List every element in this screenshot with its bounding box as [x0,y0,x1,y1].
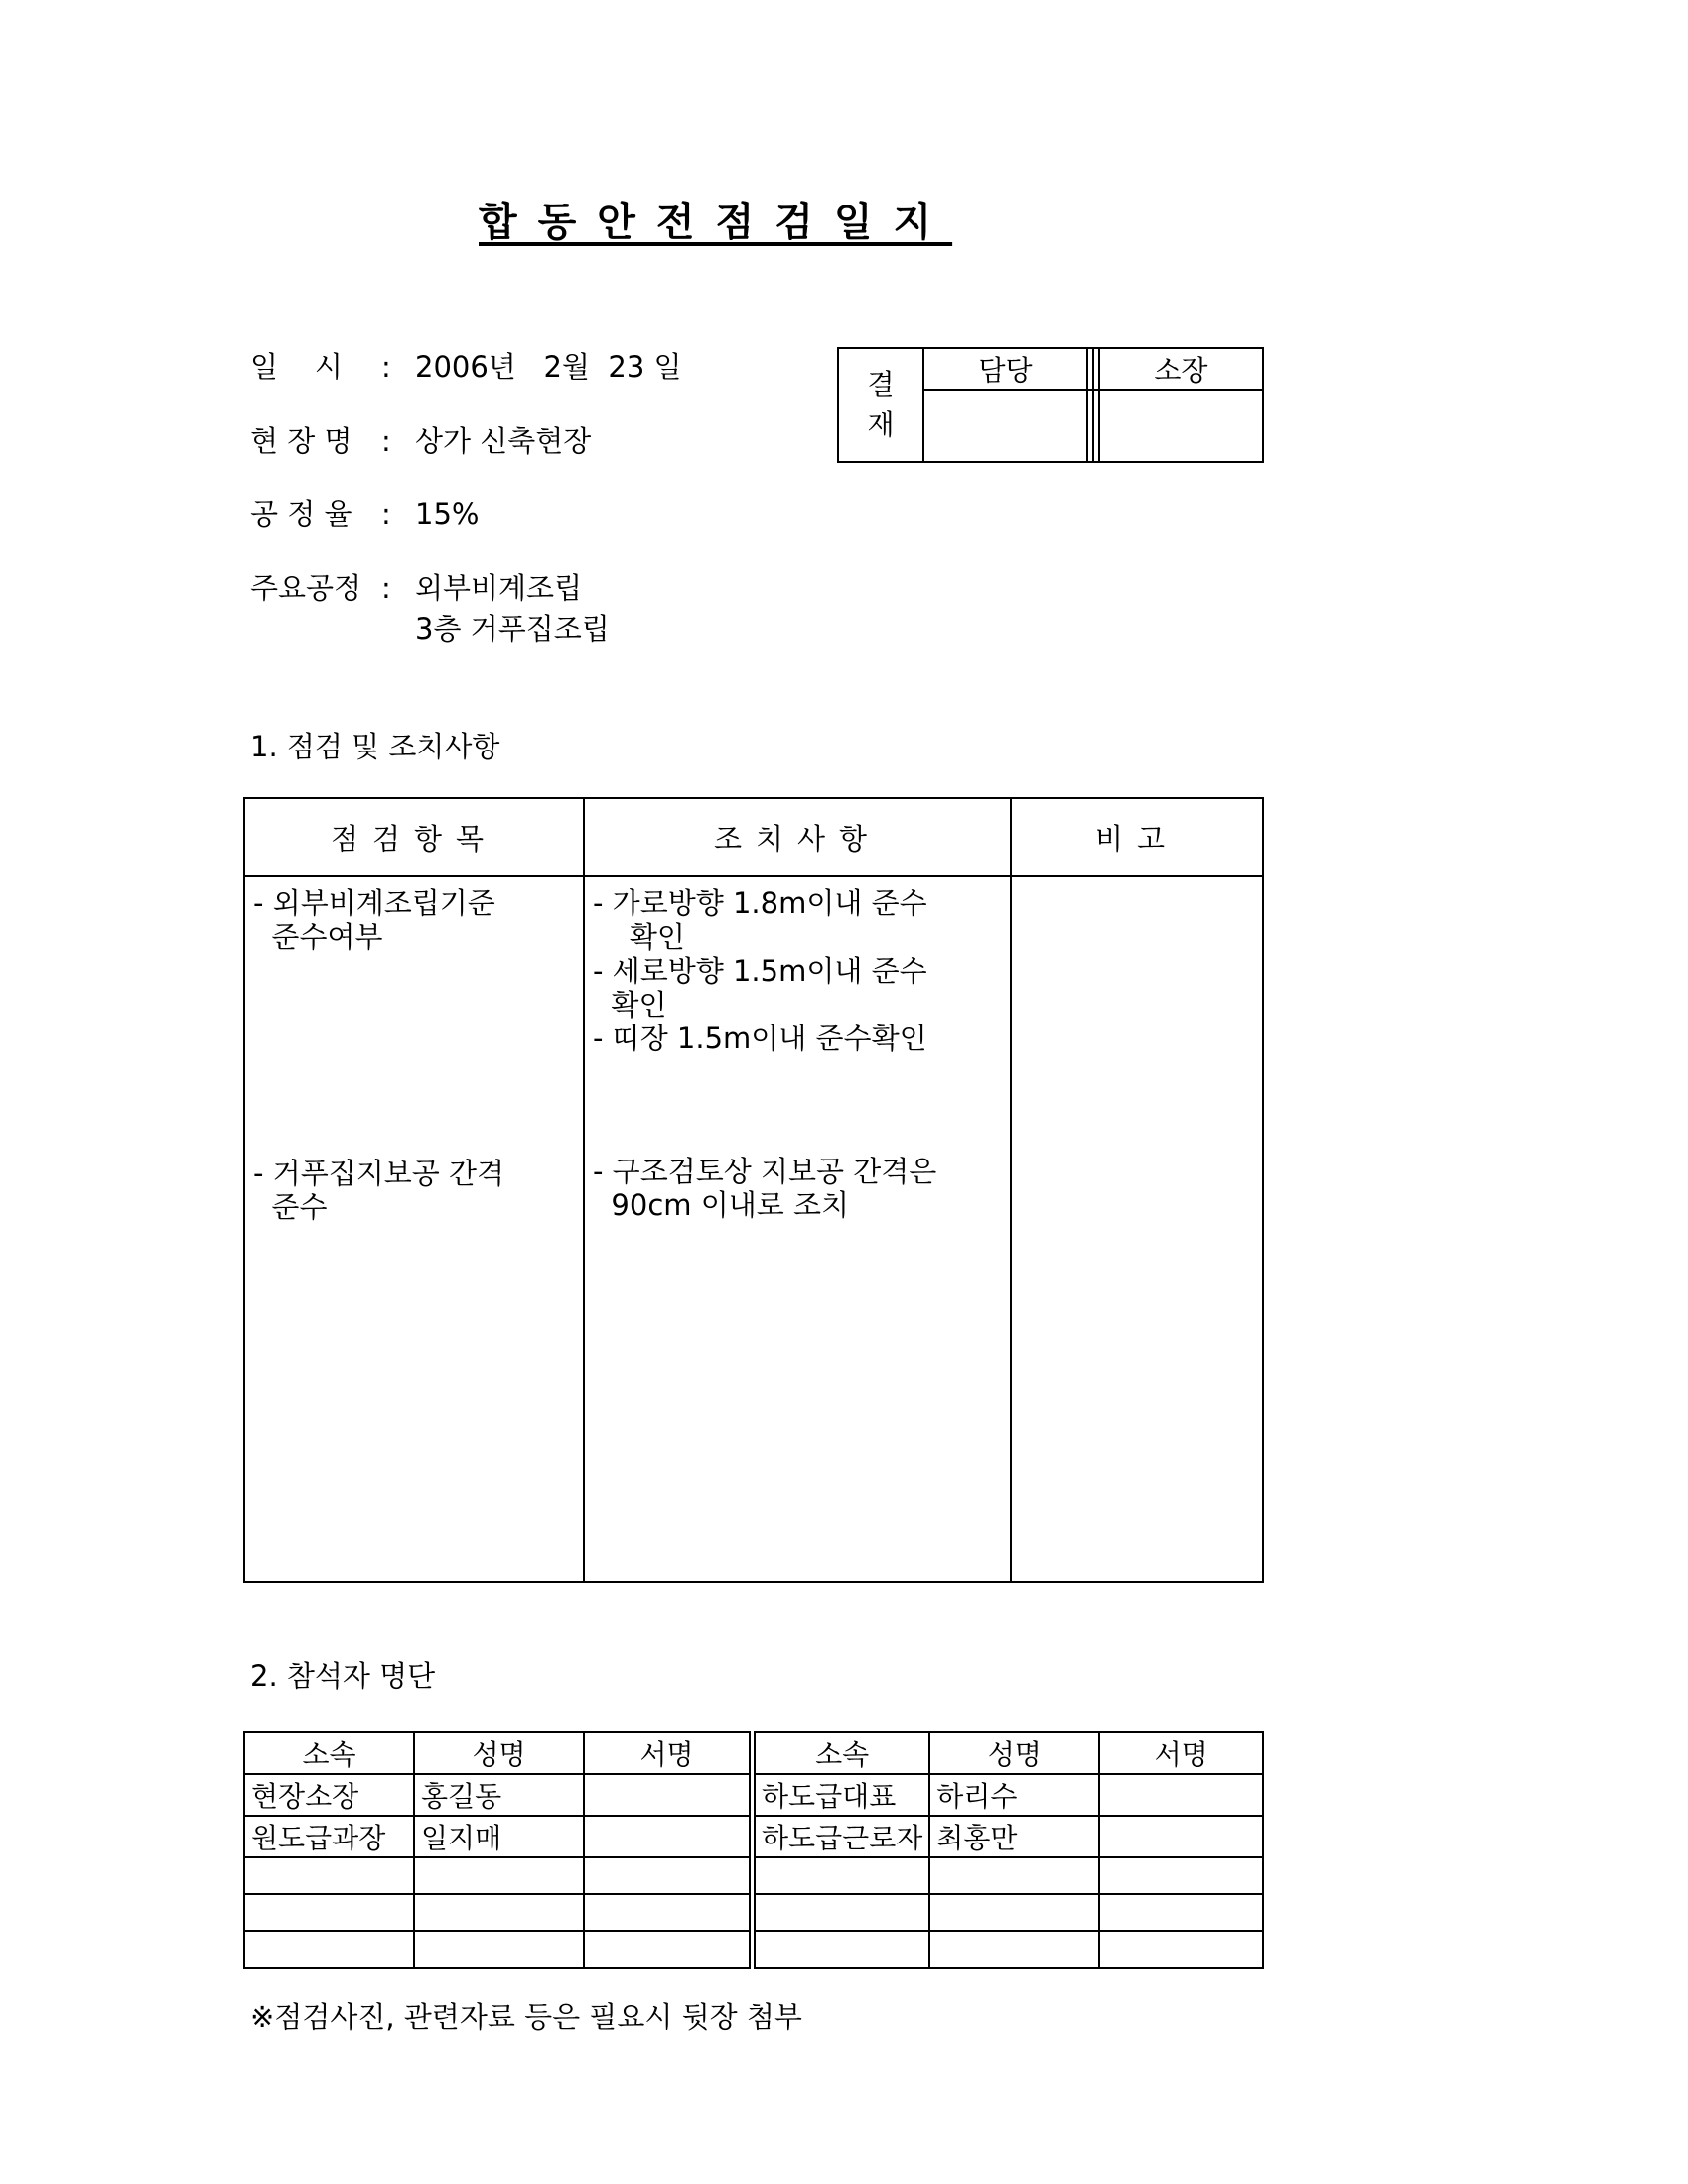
approval-table [837,347,1264,463]
table-row [755,1774,1263,1816]
attendee-name[interactable] [929,1931,1099,1968]
attendee-sign[interactable] [1099,1894,1263,1931]
action-1-line-5: - 띠장 1.5m이내 준수확인 [593,1022,927,1055]
actions-cell [584,876,1011,1582]
table-row [244,1894,750,1931]
item-1-line-2: 준수여부 [253,920,383,954]
attendee-org[interactable] [244,1857,414,1894]
attendee-org[interactable] [755,1857,929,1894]
right-col-name: 성명 [929,1732,1099,1774]
attendee-org[interactable] [755,1931,929,1968]
attendee-name[interactable] [929,1857,1099,1894]
left-col-name: 성명 [414,1732,584,1774]
table-row [244,1816,750,1857]
attendee-name: 하리수 [929,1774,1099,1816]
approval-side-label [838,348,923,462]
col-header-item: 점검항목 [244,798,584,876]
table-row [755,1857,1263,1894]
left-col-sign: 서명 [584,1732,750,1774]
attendee-sign[interactable] [1099,1857,1263,1894]
right-col-sign: 서명 [1099,1732,1263,1774]
date-row: 일 시 : 2006년 2월 23 일 [250,350,682,384]
attendee-sign[interactable] [584,1816,750,1857]
main-process-value-2: 3층 거푸집조립 [415,613,610,646]
attendee-sign[interactable] [1099,1931,1263,1968]
attendee-sign[interactable] [1099,1774,1263,1816]
attendee-org: 원도급과장 [244,1816,414,1857]
page-title: 합동안전점검일지 [479,200,953,245]
table-row [755,1816,1263,1857]
site-label: 현 장 명 [250,424,352,458]
main-process-row: 주요공정 : 외부비계조립 [250,571,583,605]
site-row: 현 장 명 : 상가 신축현장 [250,424,592,458]
date-value: 2006년 2월 23 일 [415,350,682,384]
attendee-org: 하도급근로자 [755,1816,929,1857]
attendee-org[interactable] [244,1894,414,1931]
attendee-table-left [243,1731,751,1969]
action-2-line-2: 90cm 이내로 조치 [593,1188,850,1222]
approval-header-4: 소장 [1099,348,1263,390]
attendee-sign[interactable] [584,1774,750,1816]
site-value: 상가 신축현장 [415,424,592,458]
attendee-sign[interactable] [1099,1816,1263,1857]
inspection-table [243,797,1264,1583]
attendee-org: 현장소장 [244,1774,414,1816]
attendee-name[interactable] [414,1857,584,1894]
attendee-sign[interactable] [584,1894,750,1931]
progress-value: 15% [415,497,480,531]
attendee-table-right [754,1731,1264,1969]
attendee-name[interactable] [414,1931,584,1968]
table-row [244,1857,750,1894]
item-1-line-1: - 외부비계조립기준 [253,887,495,920]
section2-heading: 2. 참석자 명단 [250,1659,436,1693]
attendee-sign[interactable] [584,1931,750,1968]
action-1-line-2: 확인 [593,920,685,954]
progress-label: 공 정 율 [250,497,352,531]
attendee-name[interactable] [929,1894,1099,1931]
attendee-name[interactable] [414,1894,584,1931]
attendee-org[interactable] [244,1931,414,1968]
table-row [755,1894,1263,1931]
item-2-line-1: - 거푸집지보공 간격 [253,1157,505,1190]
action-1-line-1: - 가로방향 1.8m이내 준수 [593,887,927,920]
table-row [244,1931,750,1968]
action-2-line-1: - 구조검토상 지보공 간격은 [593,1155,937,1188]
table-row [755,1931,1263,1968]
attendee-sign[interactable] [584,1857,750,1894]
item-2-line-2: 준수 [253,1190,328,1224]
left-col-org: 소속 [244,1732,414,1774]
attendee-name: 홍길동 [414,1774,584,1816]
progress-row: 공 정 율 : 15% [250,497,480,531]
col-header-remark: 비고 [1011,798,1263,876]
approval-side-label-1: 결 [867,368,895,401]
attendee-name: 최홍만 [929,1816,1099,1857]
approval-sign-4[interactable] [1099,390,1263,462]
right-col-org: 소속 [755,1732,929,1774]
section1-heading: 1. 점검 및 조치사항 [250,730,500,763]
col-header-action: 조치사항 [584,798,1011,876]
attendee-org: 하도급대표 [755,1774,929,1816]
approval-header-1: 담당 [923,348,1087,390]
approval-side-label-2: 재 [867,408,895,441]
remarks-cell[interactable] [1011,876,1263,1582]
attendee-name: 일지매 [414,1816,584,1857]
main-process-label: 주요공정 [250,571,362,605]
approval-sign-1[interactable] [923,390,1087,462]
action-1-line-3: - 세로방향 1.5m이내 준수 [593,954,927,988]
attachment-note: ※점검사진, 관련자료 등은 필요시 뒷장 첨부 [250,2000,802,2034]
attendee-org[interactable] [755,1894,929,1931]
main-process-value-1: 외부비계조립 [415,571,583,605]
action-1-line-4: 확인 [593,988,667,1022]
items-cell [244,876,584,1582]
table-row [244,1774,750,1816]
date-label: 일 시 [250,350,343,384]
